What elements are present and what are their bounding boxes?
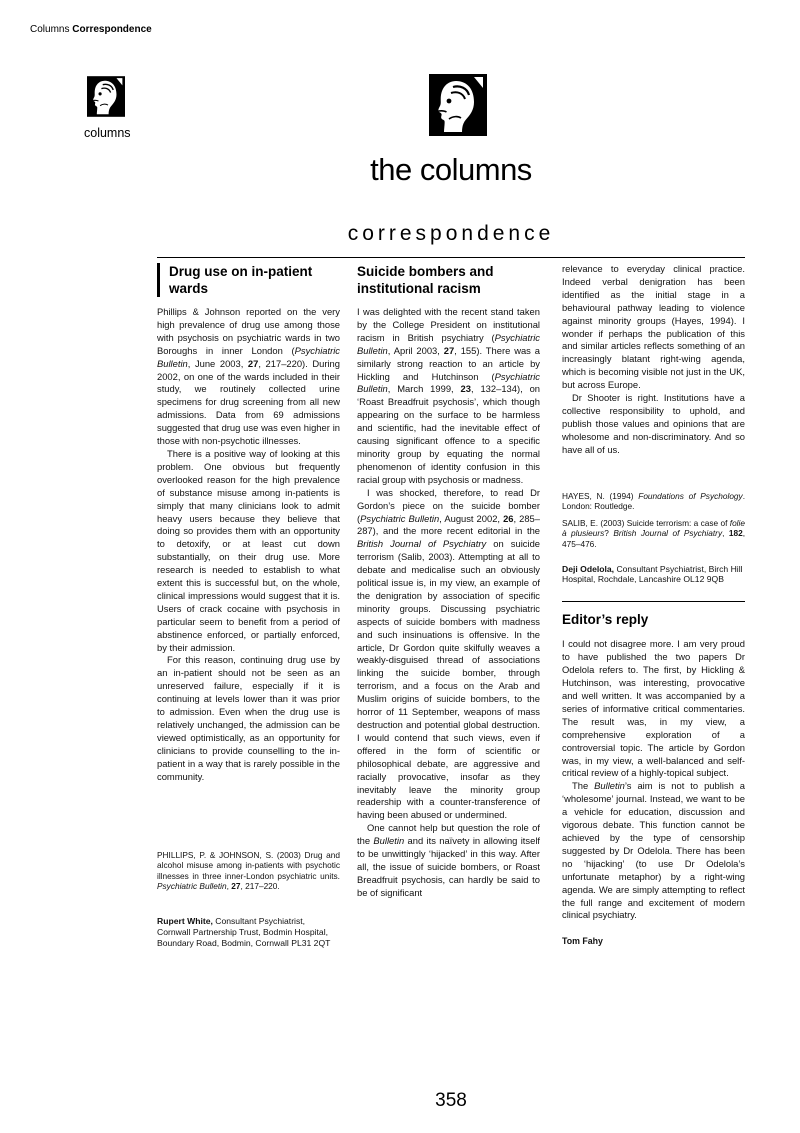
suicide-bombers-paragraph-4: relevance to everyday clinical practice. Indeed verbal denigration has been identified as the initial stage in a behavioural pathway leading to violence against minority groups (Hayes, 1994). I wonder if perhaps the publication of this and similar articles reflects something of an increasingly blatant right-wing agenda, which is becoming visible not just in the UK, but across Europe. (562, 263, 745, 391)
column-3 (562, 263, 745, 946)
running-header: Columns Correspondence (30, 24, 152, 35)
column-1 (157, 263, 340, 949)
columns-brand-small (84, 76, 131, 140)
columns-logo-small-icon (87, 76, 125, 117)
editors-reply-title: Editor’s reply (562, 612, 649, 628)
editors-reply-signature: Tom Fahy (562, 936, 603, 947)
drug-use-paragraph-1: Phillips & Johnson reported on the very high prevalence of drug use among those with psychosis on psychiatric wards in two Boroughs in inner London (Psychiatric Bulletin, June 2003, 27, 217–220). During 2002, on one of the wards included in their study, we routinely collected urine specimens for drug screening from all new admissions. Data from 69 admissions suggested that drug use was even higher in those with non-psychotic illnesses. (157, 306, 340, 447)
letter-title-suicide-bombers: Suicide bombers and institutional racism (357, 264, 494, 296)
reference-hayes: HAYES, N. (1994) Foundations of Psychology. London: Routledge. (562, 490, 746, 512)
column-2 (357, 263, 540, 900)
reference-salib: SALIB, E. (2003) Suicide terrorism: a case of folie à plusieurs? British Journal of Psychiatry, 182, 475–476. (562, 517, 745, 549)
section-title: correspondence (347, 222, 555, 245)
columns-logo-icon (429, 74, 487, 136)
drug-use-paragraph-3: For this reason, continuing drug use by an in-patient should not be seen as an unreserved failure, especially if it is continuing at levels lower than it was prior to admission. Even when the drug use is relatively unchanged, the admission can be viewed optimistically, as an opportunity for clinicians to provide counselling to the in-patient in a way that is rarely possible in the community. (157, 654, 340, 782)
drug-use-paragraph-2: There is a positive way of looking at this problem. One obvious but frequently overlooked reason for the high prevalence of substance misuse among in-patients is simply that many clinicians look to admit heavy users because they believe that doing so provides them with an opportunity to detoxify, or at least cut down substantially, on their drug use. More research is needed to establish to what extent this is successful but, on the whole, clinical impressions would suggest that it is. Users of crack cocaine with psychosis in particular seem to benefit from a period of abstinence enforced, or partially enforced, by their admission. (157, 447, 340, 653)
suicide-bombers-paragraph-2: I was shocked, therefore, to read Dr Gordon’s piece on the suicide bomber (Psychiatric Bulletin, August 2002, 26, 285–287), and the more recent editorial in the British Journal of Psychiatry on suicide terrorism (Salib, 2003). Attempting at all to debate and medicalise such an obviously political issue is, in my view, an example of the denigration by association of specific minority groups. Discussing psychiatric aspects of suicide bombers with madness and such insinuations is offensive. In the article, Dr Gordon quite skilfully weaves a weakly-disguised thread of associations linking the suicide bomber, through terrorism, and a focus on the Arab and Muslim origins of suicide bombers, to the horror of 11 September, weapons of mass destruction and potential global destruction. I would contend that such views, even if offered in the form of scientific or philosophical debate, are aggressive and racially provocative, insofar as they inevitably leave the minority group readership with a counter-transference of having been abused or undermined. (357, 486, 540, 821)
section-divider (157, 257, 745, 258)
author-rupert-white: Rupert White, Consultant Psychiatrist, Cornwall Partnership Trust, Bodmin Hospital, Boundary Road, Bodmin, Cornwall PL31 2QT (157, 915, 331, 948)
suicide-bombers-reference-block (562, 491, 745, 550)
drug-use-reference-block (157, 850, 340, 892)
author-deji-odelola: Deji Odelola, Consultant Psychiatrist, Birch Hill Hospital, Rochdale, Lancashire OL12 9QB (562, 563, 743, 585)
suicide-bombers-paragraph-1: I was delighted with the recent stand taken by the College President on institutional racism in British psychiatry (Psychiatric Bulletin, April 2003, 27, 155). There was a similarly strong reaction to an article by Hickling and Hutchinson (Psychiatric Bulletin, March 1999, 23, 132–134), on ‘Roast Breadfruit psychosis’, which though appearing on the surface to be harmless and scientific, had the inevitable effect of causing significant offence to a specific minority group by equating the normal phenomenon of identity confusion in this racial group with psychosis or madness. (357, 306, 540, 485)
suicide-bombers-paragraph-3: One cannot help but question the role of the Bulletin and its naïvety in allowing itself to be unwittingly ‘hijacked’ in this way. After all, the issue of suicide bombers, or Roast Breadfruit psychosis, can hardly be said to be of significant (357, 822, 541, 898)
editors-reply-paragraph-1: I could not disagree more. I am very proud to have published the two papers Dr Odelola refers to. The first, by Hickling & Hutchinson, was interesting, provocative and well written. It was accompanied by a series of informative critical commentaries. The result was, in my view, a comprehensive exploration of a controversial topic. The article by Gordon was, in my view, a well-balanced and self-critical review of a highly-topical subject. (562, 638, 745, 779)
letter-title-drug-use: Drug use on in-patient wards (157, 263, 340, 297)
editors-reply-section (562, 601, 745, 946)
columns-logo-label: columns (84, 126, 131, 140)
editors-reply-paragraph-2: The Bulletin’s aim is not to publish a ‘wholesome’ journal. Instead, we want to be a vehicle for education, discussion and vigorous debate. This function cannot be achieved by the type of censorship suggested by Dr Odelola. There has been no ‘hijacking’ (to use Dr Odelola’s unfortunate metaphor) by a right-wing agenda. We are simply attempting to reflect the full range and excitement of modern clinical psychiatry. (562, 780, 745, 921)
reference-phillips-johnson: PHILLIPS, P. & JOHNSON, S. (2003) Drug and alcohol misuse among in-patients with psychotic illnesses in three inner-London psychiatric units. Psychiatric Bulletin, 27, 217–220. (157, 849, 340, 892)
masthead-title: the columns (370, 152, 532, 187)
suicide-bombers-paragraph-5: Dr Shooter is right. Institutions have a collective responsibility to uphold, and publish those values and opinions that are wholesome and non-discriminatory. And so have all of us. (562, 392, 745, 455)
page-number: 358 (435, 1090, 467, 1111)
